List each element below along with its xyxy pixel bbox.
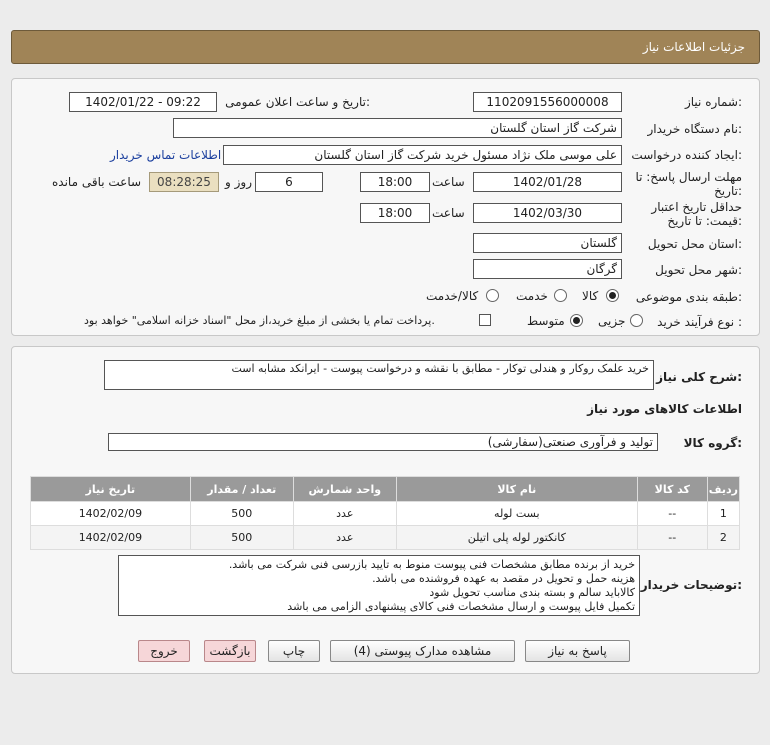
item-unit: عدد <box>293 502 396 526</box>
delivery-province-field: گلستان <box>473 233 622 253</box>
table-row <box>31 526 740 550</box>
reply-deadline-label-1: مهلت ارسال پاسخ: تا <box>635 170 742 184</box>
category-label: طبقه بندی موضوعی: <box>635 290 742 304</box>
col-code: کد کالا <box>637 477 707 502</box>
buyer-contact-link[interactable]: اطلاعات تماس خریدار <box>110 148 222 162</box>
goods-group-field: تولید و فرآوری صنعتی(سفارشی) <box>108 433 658 451</box>
back-button[interactable]: بازگشت <box>204 640 256 662</box>
reply-days-field: 6 <box>255 172 323 192</box>
price-validity-time-label: ساعت <box>432 206 465 220</box>
category-both-label: کالا/خدمت <box>426 289 479 303</box>
table-row <box>31 502 740 526</box>
exit-button[interactable]: خروج <box>138 640 190 662</box>
buyer-notes-label: توضیحات خریدار: <box>640 578 742 592</box>
reply-deadline-label-2: تاریخ: <box>714 184 742 198</box>
process-partial-label: جزیی <box>598 314 626 328</box>
remaining-time-label: ساعت باقی مانده <box>52 175 142 189</box>
print-button[interactable]: چاپ <box>268 640 320 662</box>
category-both-radio[interactable] <box>486 289 499 302</box>
description-label: شرح کلی نیاز: <box>656 370 742 384</box>
attachments-button[interactable]: مشاهده مدارک پیوستی (4) <box>330 640 515 662</box>
goods-group-label: گروه کالا: <box>683 436 742 450</box>
price-validity-date: 1402/03/30 <box>473 203 622 223</box>
buyer-org-label: نام دستگاه خریدار: <box>647 122 742 136</box>
reply-button[interactable]: پاسخ به نیاز <box>525 640 630 662</box>
reply-deadline-date: 1402/01/28 <box>473 172 622 192</box>
category-goods-label: کالا <box>582 289 599 303</box>
requester-label: ایجاد کننده درخواست: <box>631 148 742 162</box>
item-name: کانکتور لوله پلی اتیلن <box>396 526 637 550</box>
item-code: -- <box>637 502 707 526</box>
category-goods-radio[interactable] <box>606 289 619 302</box>
need-number-label: شماره نیاز: <box>684 95 742 109</box>
reply-deadline-time: 18:00 <box>360 172 430 192</box>
process-medium-radio[interactable] <box>570 314 583 327</box>
delivery-city-field: گرگان <box>473 259 622 279</box>
category-service-label: خدمت <box>516 289 548 303</box>
price-validity-label-2: قیمت: تا تاریخ: <box>667 214 742 228</box>
process-partial-radio[interactable] <box>630 314 643 327</box>
buyer-note-line: هزینه حمل و تحویل در مقصد به عهده فروشنده می باشد. <box>372 572 635 585</box>
col-name: نام کالا <box>396 477 637 502</box>
page-title: جزئیات اطلاعات نیاز <box>642 40 745 54</box>
item-code: -- <box>637 526 707 550</box>
item-date: 1402/02/09 <box>31 502 191 526</box>
items-table <box>30 476 740 550</box>
remaining-time-field: 08:28:25 <box>149 172 219 192</box>
reply-time-label: ساعت <box>432 175 465 189</box>
col-qty: تعداد / مقدار <box>190 477 293 502</box>
announce-datetime-field: 1402/01/22 - 09:22 <box>69 92 217 112</box>
delivery-province-label: استان محل تحویل: <box>647 237 742 251</box>
page-header <box>11 30 760 64</box>
item-qty: 500 <box>190 526 293 550</box>
description-field: خرید علمک روکار و هندلی توکار - مطابق با نقشه و درخواست پیوست - ایرانکد مشابه است <box>104 360 654 390</box>
item-date: 1402/02/09 <box>31 526 191 550</box>
items-table-header <box>31 477 740 502</box>
price-validity-time: 18:00 <box>360 203 430 223</box>
requester-field: علی موسی ملک نژاد مسئول خرید شرکت گاز استان گلستان <box>223 145 622 165</box>
treasury-checkbox-label: پرداخت تمام یا بخشی از مبلغ خرید،از محل "اسناد خزانه اسلامی" خواهد بود. <box>84 314 435 327</box>
col-row: ردیف <box>707 477 739 502</box>
buyer-notes-box <box>118 555 640 616</box>
item-name: بست لوله <box>396 502 637 526</box>
goods-section-title: اطلاعات کالاهای مورد نیاز <box>587 402 742 416</box>
buyer-note-line: کالاباید سالم و بسته بندی مناسب تحویل شود <box>429 586 635 599</box>
buyer-note-line: تکمیل فایل پیوست و ارسال مشخصات فنی کالای پیشنهادی الزامی می باشد <box>287 600 635 613</box>
need-number-field: 1102091556000008 <box>473 92 622 112</box>
row-number: 2 <box>707 526 739 550</box>
announce-datetime-label: تاریخ و ساعت اعلان عمومی: <box>225 95 370 109</box>
reply-days-label: روز و <box>225 175 252 189</box>
buyer-note-line: خرید از برنده مطابق مشخصات فنی پیوست منوط به تایید بازرسی فنی شرکت می باشد. <box>228 558 635 571</box>
col-unit: واحد شمارش <box>293 477 396 502</box>
process-medium-label: متوسط <box>527 314 565 328</box>
category-service-radio[interactable] <box>554 289 567 302</box>
col-date: تاریخ نیاز <box>31 477 191 502</box>
item-qty: 500 <box>190 502 293 526</box>
price-validity-label-1: حداقل تاریخ اعتبار <box>651 200 742 214</box>
treasury-checkbox[interactable] <box>479 314 491 326</box>
buyer-org-field: شرکت گاز استان گلستان <box>173 118 622 138</box>
row-number: 1 <box>707 502 739 526</box>
process-type-label: نوع فرآیند خرید : <box>657 315 742 329</box>
item-unit: عدد <box>293 526 396 550</box>
delivery-city-label: شهر محل تحویل: <box>655 263 742 277</box>
